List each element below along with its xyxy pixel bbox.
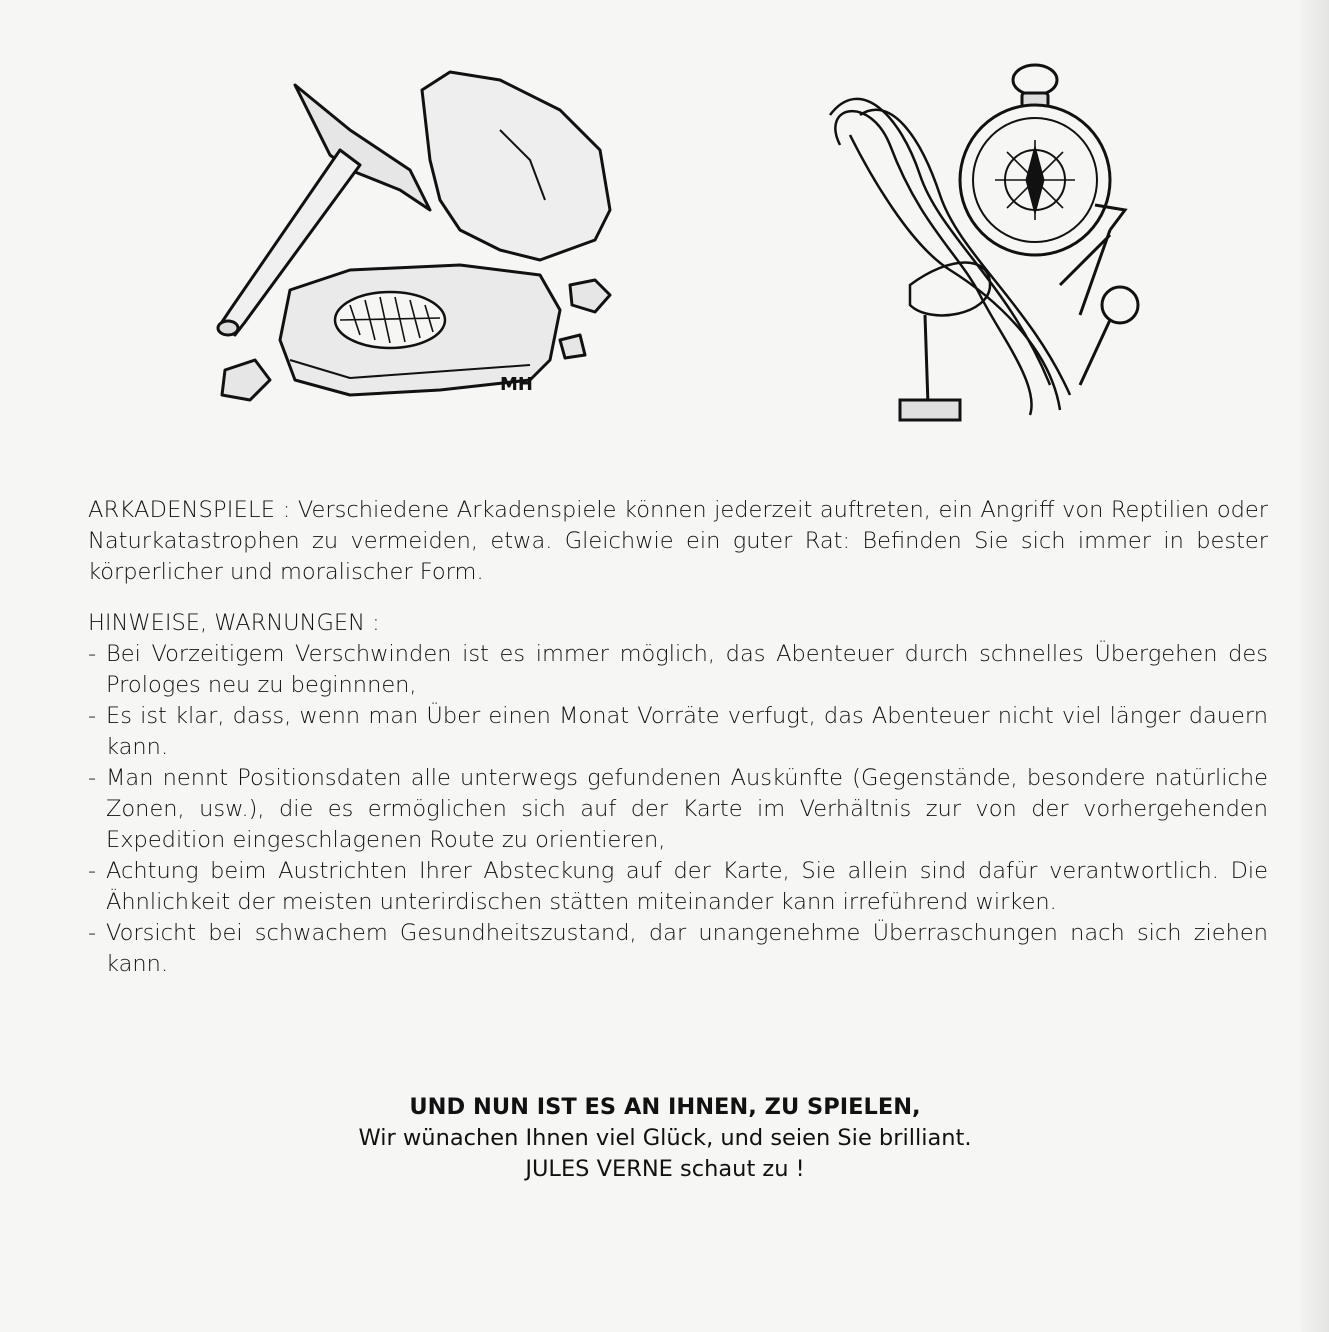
arcade-paragraph: [88, 495, 1268, 588]
warning-text: Es ist klar, dass, wenn man Über einen Monat Vorräte verfugt, das Abenteuer nicht viel länger dauern kann.: [106, 703, 1268, 760]
pocketwatch-rope-illustration: [810, 55, 1180, 435]
closing-wish: Wir wünachen Ihnen viel Glück, und seien Sie brilliant.: [358, 1125, 972, 1151]
warning-item: - Vorsicht bei schwachem Gesundheitszustand, dar unangenehme Überraschungen nach sich ziehen kann.: [88, 920, 1268, 977]
warning-item: - Es ist klar, dass, wenn man Über einen Monat Vorräte verfugt, das Abenteuer nicht viel länger dauern kann.: [88, 703, 1268, 760]
warning-text: Vorsicht bei schwachem Gesundheitszustand, dar unangenehme Überraschungen nach sich ziehen kann.: [106, 920, 1268, 977]
warning-item: - Man nennt Positionsdaten alle unterwegs gefundenen Auskünfte (Gegenstände, besondere natürliche Zonen, usw.), die es ermöglichen sich auf der Karte im Verhältnis zur von der vorhergehenden Expedition eingeschlagenen Route zu orientieren,: [88, 765, 1268, 853]
fossil-pickaxe-illustration: [200, 60, 620, 430]
page-edge: [1301, 0, 1329, 1332]
warning-item: - Bei Vorzeitigem Verschwinden ist es immer möglich, das Abenteuer durch schnelles Übergehen des Prologes neu zu beginnnen,: [88, 641, 1268, 698]
warning-text: Man nennt Positionsdaten alle unterwegs gefundenen Auskünfte (Gegenstände, besondere natürliche Zonen, usw.), die es ermöglichen sich auf der Karte im Verhältnis zur von der vorhergehenden Expedition eingeschlagenen Route zu orientieren,: [106, 765, 1268, 853]
arcade-label: ARKADENSPIELE: [88, 497, 276, 523]
closing-message: [300, 1092, 1030, 1185]
illustrator-signature: MH: [500, 374, 533, 395]
warning-text: Bei Vorzeitigem Verschwinden ist es immer möglich, das Abenteuer durch schnelles Übergehen des Prologes neu zu beginnnen,: [106, 641, 1268, 698]
warnings-list: [88, 639, 1268, 980]
closing-headline: UND NUN IST ES AN IHNEN, ZU SPIELEN,: [409, 1094, 921, 1120]
warnings-title: HINWEISE, WARNUNGEN :: [88, 610, 380, 636]
rules-text: [88, 495, 1268, 980]
warning-text: Achtung beim Austrichten Ihrer Absteckung auf der Karte, Sie allein sind dafür verantwortlich. Die Ähnlichkeit der meisten unterirdischen stätten miteinander kann irreführend wirken.: [106, 858, 1268, 915]
arcade-separator: :: [275, 497, 298, 523]
closing-signoff: JULES VERNE schaut zu !: [525, 1156, 805, 1182]
arcade-text: Verschiedene Arkadenspiele können jederzeit auftreten, ein Angriff von Reptilien oder Naturkatastrophen zu vermeiden, etwa. Gleichwie ein guter Rat: Befinden Sie sich immer in bester körperlicher und moralischer Form.: [88, 497, 1268, 585]
warning-item: - Achtung beim Austrichten Ihrer Absteckung auf der Karte, Sie allein sind dafür verantwortlich. Die Ähnlichkeit der meisten unterirdischen stätten miteinander kann irreführend wirken.: [88, 858, 1268, 915]
